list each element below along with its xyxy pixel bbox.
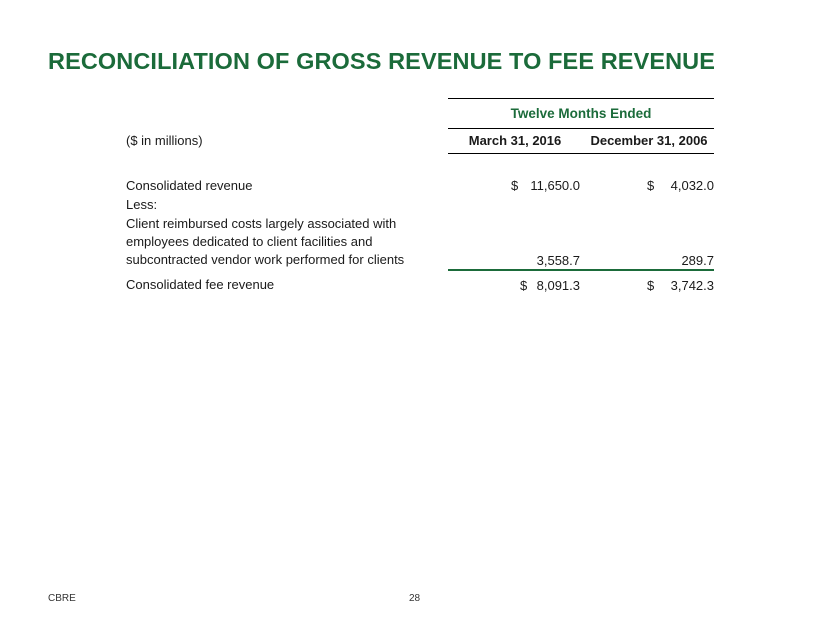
row-label-less: Less: (126, 197, 158, 212)
value-consolidated-revenue-2006: 4,032.0 (670, 178, 714, 193)
value-consolidated-revenue-2016: 11,650.0 (530, 178, 580, 193)
row-label-consolidated-fee-revenue: Consolidated fee revenue (126, 277, 275, 292)
value-fee-revenue-2016: 8,091.3 (536, 278, 580, 293)
subtotal-rule (448, 269, 714, 271)
value-client-reimbursed-2016: 3,558.7 (536, 253, 580, 268)
row-label-client-reimbursed-line3: subcontracted vendor work performed for clients (126, 252, 405, 267)
currency-symbol: $ (511, 178, 519, 193)
row-label-consolidated-revenue: Consolidated revenue (126, 178, 253, 193)
value-fee-revenue-2006: 3,742.3 (670, 278, 714, 293)
currency-symbol: $ (647, 178, 655, 193)
column-header-december-2006: December 31, 2006 (590, 133, 708, 148)
header-top-rule (448, 98, 714, 99)
page-title: RECONCILIATION OF GROSS REVENUE TO FEE REVENUE (48, 48, 716, 74)
page-number: 28 (409, 593, 421, 604)
footer-brand: CBRE (48, 593, 76, 604)
column-header-march-2016: March 31, 2016 (468, 133, 562, 148)
column-header-rule (448, 153, 714, 154)
group-header-rule (448, 128, 714, 129)
row-label-client-reimbursed-line2: employees dedicated to client facilities and (126, 234, 373, 249)
currency-symbol: $ (647, 278, 655, 293)
group-header: Twelve Months Ended (510, 106, 652, 121)
row-label-client-reimbursed-line1: Client reimbursed costs largely associated with (126, 216, 397, 231)
value-client-reimbursed-2006: 289.7 (681, 253, 714, 268)
currency-symbol: $ (520, 278, 528, 293)
units-label: ($ in millions) (126, 133, 203, 148)
